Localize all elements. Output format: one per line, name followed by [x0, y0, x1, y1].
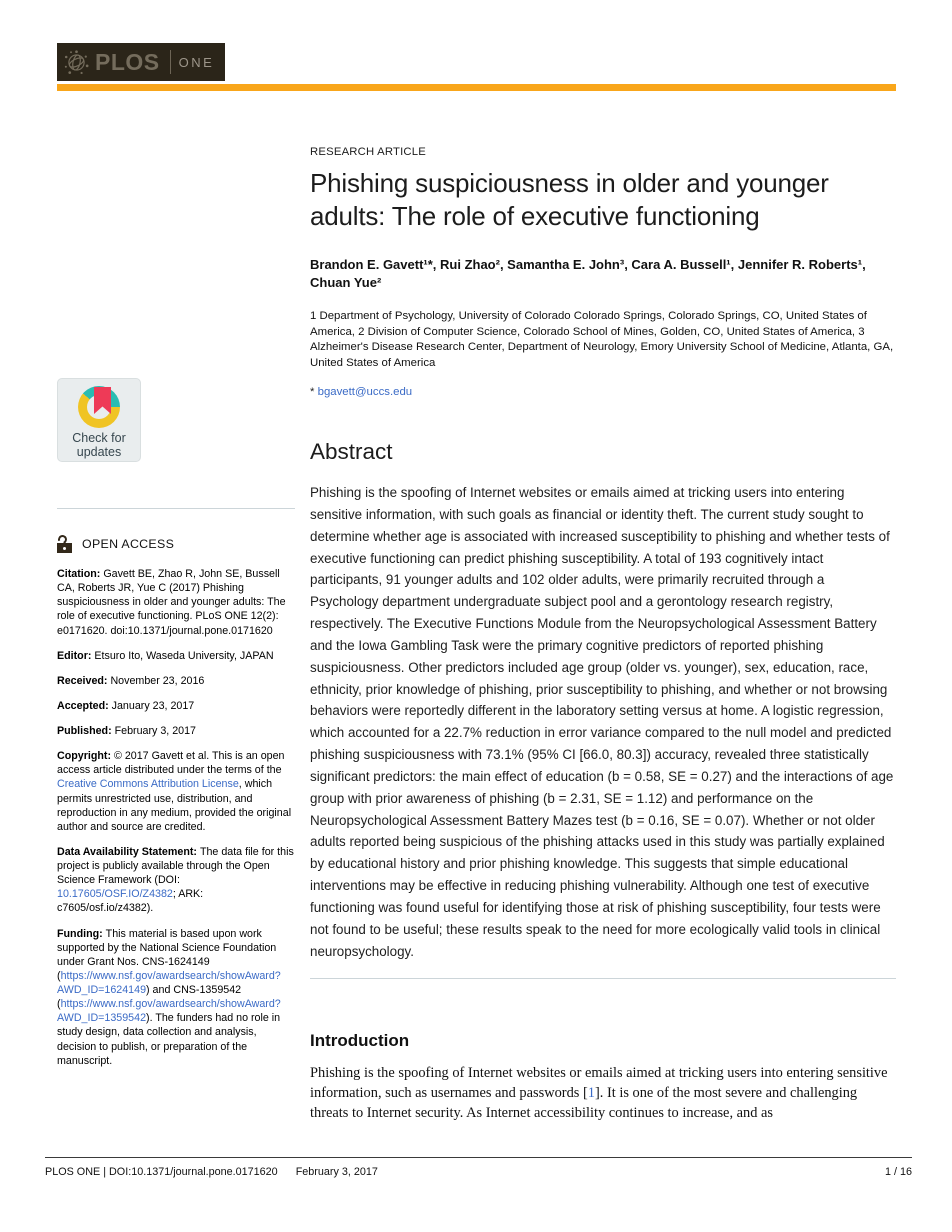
- published-block: [57, 724, 295, 738]
- introduction-text-part1: Phishing is the spoofing of Internet websites or emails aimed at tricking users into entering sensitive information, such as usernames and passwords [: [310, 1064, 888, 1101]
- citation-text: Gavett BE, Zhao R, John SE, Bussell CA, Roberts JR, Yue C (2017) Phishing suspiciousness in older and younger adults: The role of executive functioning. PLoS ONE 12(2): e0171620. doi:10.1371/journal.pone.0171620: [57, 568, 286, 637]
- header-accent-bar: [57, 84, 896, 91]
- corresponding-email-link[interactable]: bgavett@uccs.edu: [317, 385, 413, 398]
- data-availability-pre: The data file for this project is publicly available through the Open Science Framework (DOI:: [57, 845, 294, 887]
- nsf-grant-link-2[interactable]: https://www.nsf.gov/awardsearch/showAward?AWD_ID=1359542: [57, 998, 281, 1025]
- article-title: Phishing suspiciousness in older and younger adults: The role of executive functioning: [310, 168, 829, 231]
- article-sidebar: [57, 378, 295, 1068]
- abstract-heading: Abstract: [310, 438, 393, 464]
- introduction-text-part2: ]. It is one of the most severe and challenging threats to Internet security. As Internet accessibility continues to increase, and as: [310, 1084, 858, 1122]
- copyright-text-pre: © 2017 Gavett et al. This is an open access article distributed under the terms of the: [57, 750, 285, 777]
- open-access-row: [57, 535, 295, 553]
- reference-1-link[interactable]: 1: [587, 1084, 595, 1101]
- copyright-label: Copyright:: [57, 750, 114, 763]
- funding-text-1: This material is based upon work supported by the National Science Foundation under Grant Nos. CNS-1624149 (: [57, 927, 277, 982]
- editor-label: Editor:: [57, 649, 95, 662]
- corresponding-author: [310, 386, 896, 398]
- introduction-heading: Introduction: [310, 1030, 410, 1050]
- citation-block: [57, 567, 295, 638]
- logo-plos-text: PLOS: [95, 48, 160, 75]
- nsf-grant-link-1[interactable]: https://www.nsf.gov/awardsearch/showAward?AWD_ID=1624149: [57, 969, 281, 996]
- article-type-label: RESEARCH ARTICLE: [310, 146, 426, 158]
- section-divider: [310, 978, 896, 979]
- logo-one-text: ONE: [178, 54, 215, 70]
- copyright-block: [57, 749, 295, 834]
- published-date: February 3, 2017: [114, 725, 197, 737]
- contact-asterisk: *: [310, 385, 318, 398]
- sidebar-divider: [57, 508, 295, 509]
- check-updates-icon: [78, 386, 120, 428]
- osf-doi-link[interactable]: 10.17605/OSF.IO/Z4382: [57, 888, 173, 901]
- bookmark-icon: [94, 387, 111, 414]
- cc-license-link[interactable]: Creative Commons Attribution License: [57, 778, 239, 791]
- citation-label: Citation:: [57, 568, 104, 580]
- funding-text-3: ). The funders had no role in study design, data collection and analysis, decision to publish, or preparation of the manuscript.: [57, 1012, 281, 1067]
- funding-block: [57, 927, 295, 1068]
- accepted-label: Accepted:: [57, 699, 112, 712]
- copyright-text-post: , which permits unrestricted use, distribution, and reproduction in any medium, provided the original author and source are credited.: [57, 778, 292, 833]
- check-updates-label: [72, 431, 126, 459]
- affiliations: 1 Department of Psychology, University of Colorado Colorado Springs, Colorado Springs, CO, United States of America, 2 Division of Computer Science, Colorado School of Mines, Golden, CO, United States of America, 3 Alzheimer's Disease Research Center, Department of Neurology, Emory University School of Medicine, Atlanta, GA, United States of America: [310, 310, 894, 369]
- data-availability-label: Data Availability Statement:: [57, 845, 200, 858]
- footer-page-number: 1 / 16: [884, 1166, 912, 1178]
- plos-globe-icon: [63, 49, 90, 76]
- author-list: Brandon E. Gavett¹*, Rui Zhao², Samantha E. John³, Cara A. Bussell¹, Jennifer R. Roberts¹, Chuan Yue²: [310, 256, 866, 290]
- published-label: Published:: [57, 725, 115, 737]
- data-availability-block: [57, 845, 295, 916]
- received-block: [57, 674, 295, 688]
- accepted-block: [57, 699, 295, 713]
- funding-label: Funding:: [57, 927, 106, 940]
- funding-text-2: ) and CNS-1359542 (: [57, 984, 242, 1011]
- footer-date: February 3, 2017: [295, 1166, 378, 1178]
- check-for-updates-badge[interactable]: [57, 378, 141, 462]
- editor-text: Etsuro Ito, Waseda University, JAPAN: [94, 649, 274, 662]
- received-date: November 23, 2016: [110, 674, 205, 687]
- article-main-column: [310, 146, 896, 1124]
- received-label: Received:: [57, 674, 111, 687]
- accepted-date: January 23, 2017: [111, 699, 195, 712]
- open-lock-icon: [57, 535, 74, 553]
- plos-one-logo: [57, 43, 225, 81]
- footer-rule: [45, 1157, 912, 1158]
- open-access-label: OPEN ACCESS: [82, 537, 175, 551]
- data-availability-post: ; ARK: c7605/osf.io/z4382).: [57, 888, 204, 915]
- editor-block: [57, 649, 295, 663]
- check-updates-label-line1: Check for: [72, 431, 126, 445]
- footer-citation: [45, 1166, 378, 1178]
- abstract-text: Phishing is the spoofing of Internet websites or emails aimed at tricking users into entering sensitive information, with such goals as financial or identity theft. The current study sought to determine whether age is associated with increased susceptibility to phishing and whether tests of executive functioning can predict phishing susceptibility. A total of 193 cognitively intact participants, 91 younger adults and 102 older adults, were primarily recruited through a Psychology department undergraduate subject pool and a gerontology research registry, respectively. The Executive Functions Module from the Neuropsychological Assessment Battery and the Iowa Gambling Task were the primary cognitive predictors of reported phishing suspiciousness. Other predictors included age group (older vs. younger), sex, education, race, ethnicity, prior knowledge of phishing, prior susceptibility to phishing, and whether or not browsing behaviors were reportedly different in the laboratory setting versus at home. A logistic regression, which accounted for a 22.7% reduction in error variance compared to the null model and predicted phishing suspiciousness with 73.1% (95% CI [66.0, 80.3]) accuracy, revealed three statistically significant predictors: the main effect of education (b = 0.58, SE = 0.27) and the interactions of age group with prior awareness of phishing (b = 2.31, SE = 1.12) and performance on the Neuropsychological Assessment Battery Mazes test (b = 0.16, SE = 0.07). Whether or not older adults reported being suspicious of the phishing attacks used in this study was partially explained by educational history and prior phishing knowledge. This suggests that simple educational interventions may be effective in reducing phishing vulnerability. Although one test of executive functioning was found useful for identifying those at risk of phishing susceptibility, four tests were not found to be useful; these results speak to the need for more ecologically valid tools in clinical neuropsychology.: [310, 484, 894, 959]
- check-updates-label-line2: updates: [76, 445, 122, 459]
- page-footer: [45, 1166, 912, 1178]
- introduction-text: [310, 1063, 896, 1124]
- footer-doi: PLOS ONE | DOI:10.1371/journal.pone.0171620: [45, 1166, 278, 1178]
- logo-divider: [170, 50, 171, 74]
